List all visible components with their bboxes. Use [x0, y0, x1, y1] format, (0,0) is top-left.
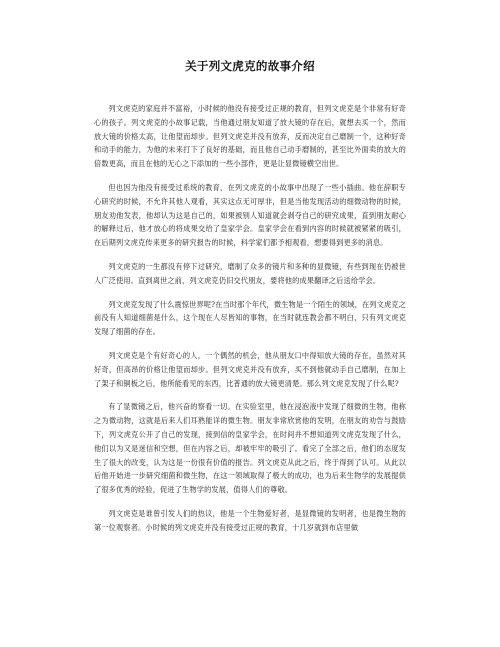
document-body: [94, 102, 406, 545]
paragraph: 列文虎克发现了什么震惊世界呢?在当时那个年代，微生物是一个陌生的领域，在列文虎克之前没有人知道细菌是什么，这个现在人尽皆知的事物，在当时就连教会都不明白，只有列文虎克发现了细菌的存在。: [94, 299, 406, 337]
paragraph: 有了显微镜之后，他兴奋的察看一切。在实验室里，他在浸泡液中发现了细微的生物，他称之为微动物，这就是后来人们耳熟能详的微生物。朋友非常欣赏他的发明，在朋友的劝告与鼓励下，列文虎克公开了自己的发现，接到信的皇家学会，在时间并不想知道列文虎克发现了什么，他们以为又是迷信和空想，但在内容之后，却被牢牢的吸引了。看完了全部之后，他们的态度发生了很大的改变，认为这是一份很有价值的报告。列文虎克从此之后，终于得到了认可。从此以后他开始进一步研究细菌和微生物，在这一领域取得了极大的成功，也为后来生物学的发展提供了很多优秀的经验，促进了生物学的发展，值得人们的尊敬。: [94, 402, 406, 495]
paragraph: 列文虎克的一生都没有停下过研究，磨制了众多的镜片和多种的显微镜，有些到现在仍被世人广泛使用。直到离世之前，列文虎克仍旧交代朋友，要将他的成果翻译之后送给学会。: [94, 261, 406, 285]
document-title: 关于列文虎克的故事介绍: [185, 59, 315, 73]
paragraph: 列文虎克是个有好奇心的人，一个偶然的机会，他从朋友口中得知放大镜的存在，虽然对其好奇，但高昂的价格让他望而却步。但列文虎克并没有放弃，买不到他就动手自己磨制，在加上了架子和铜板之后，他所能看见的东西，比普通的放大镜更清楚。那么列文虎克发现了什么呢?: [94, 350, 406, 388]
paragraph: 但也因为他没有接受过系统的教育，在列文虎克的小故事中出现了一些小插曲。他在辞职专心研究的时候，不允许其他人观看，其实这点无可厚非，但是当他发现活动的细微动物的时候，朋友劝他发表，他却认为这是自己的，如果被别人知道就会剥夺自己的研究成果，直到朋友耐心的解释过后，他才放心的将成果交给了皇家学会。皇家学会在看到内容的时候就被紧紧的吸引，在后期列文虎克传来更多的研究报告的时候，科学家们都予相观看，想要得到更多的消息。: [94, 182, 406, 248]
paragraph: 列文虎克是谁曾引发人们的热议，他是一个生物爱好者，是显微镜的发明者，也是微生物的第一位观察者。小时候的列文虎克并没有接受过正规的教育，十几岁就到布店里做: [94, 508, 406, 532]
paragraph: 列文虎克的家庭并不富裕，小时候的他没有接受过正规的教育，但列文虎克是个非常有好奇心的孩子。列文虎克的小故事记载，当他通过朋友知道了放大镜的存在后，就想去买一个，然而放大镜的价格太高，让他望而却步。但列文虎克并没有放弃，反而决定自己磨制一个，这种好奇和动手的能力，为他的未来打下了良好的基础，而且他自己动手磨制的，甚至比外面卖的放大的倍数更高，而且在他的无心之下添加的一些小部件，更是让显微镜横空出世。: [94, 104, 406, 169]
